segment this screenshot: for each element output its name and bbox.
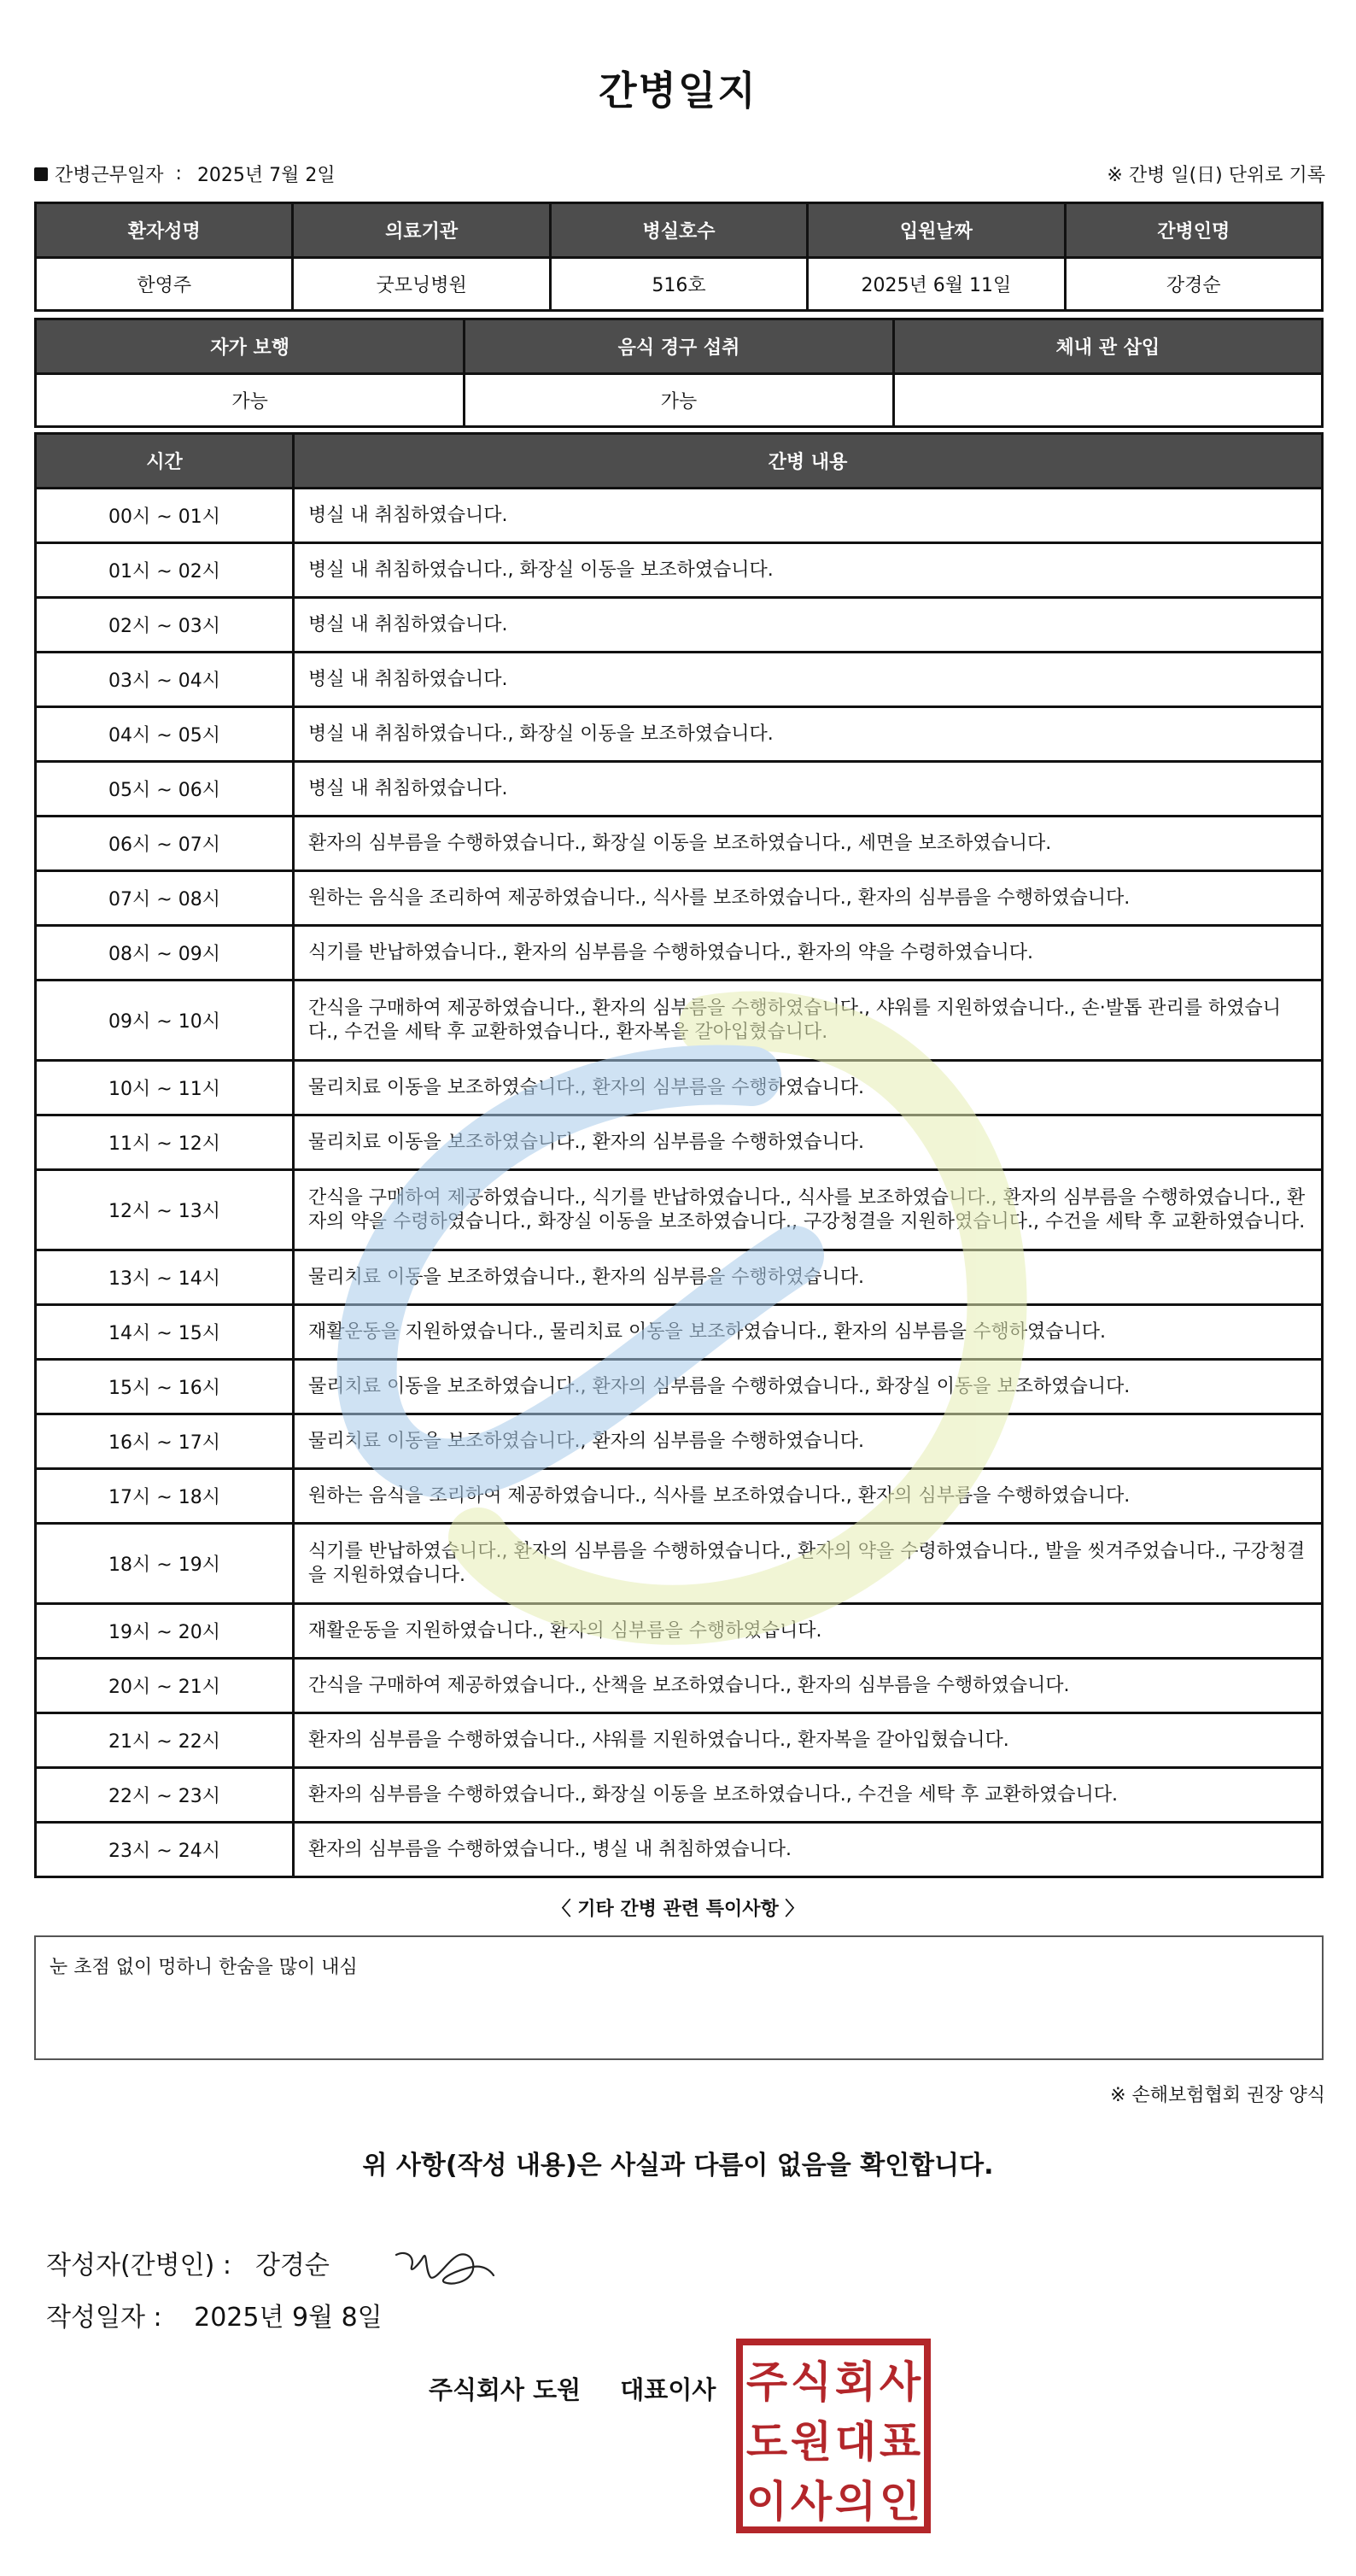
table-row — [36, 926, 1323, 981]
time-cell: 19시 ~ 20시 — [36, 1604, 294, 1659]
self-walking-value: 가능 — [36, 374, 465, 427]
tube-insertion-value — [893, 374, 1322, 427]
seal-char: 표 — [879, 2417, 921, 2467]
seal-char: 사 — [790, 2477, 833, 2526]
table-row — [36, 1713, 1323, 1768]
content-cell: 간식을 구매하여 제공하였습니다., 환자의 심부름을 수행하였습니다., 샤워를 지원하였습니다., 손·발톱 관리를 하였습니다., 수건을 세탁 후 교환하였습니다., 환자복을 갈아입혔습니다. — [294, 981, 1323, 1061]
written-date — [46, 2296, 383, 2333]
time-cell: 16시 ~ 17시 — [36, 1414, 294, 1469]
content-cell: 간식을 구매하여 제공하였습니다., 산책을 보조하였습니다., 환자의 심부름을 수행하였습니다. — [294, 1659, 1323, 1713]
table-row — [36, 1061, 1323, 1115]
patient-info-table — [34, 202, 1324, 312]
writer — [46, 2233, 500, 2292]
written-date-label: 작성일자 : — [46, 2303, 162, 2333]
table-row — [36, 1115, 1323, 1170]
signature-icon — [389, 2233, 500, 2292]
table-row — [36, 1469, 1323, 1524]
header-time: 시간 — [36, 434, 294, 489]
time-cell: 14시 ~ 15시 — [36, 1305, 294, 1360]
content-cell: 환자의 심부름을 수행하였습니다., 샤워를 지원하였습니다., 환자복을 갈아입혔습니다. — [294, 1713, 1323, 1768]
time-cell: 17시 ~ 18시 — [36, 1469, 294, 1524]
content-cell: 병실 내 취침하였습니다. — [294, 653, 1323, 707]
header-caregiver: 간병인명 — [1065, 203, 1322, 258]
content-cell: 물리치료 이동을 보조하였습니다., 환자의 심부름을 수행하였습니다. — [294, 1414, 1323, 1469]
time-cell: 05시 ~ 06시 — [36, 762, 294, 817]
content-cell: 환자의 심부름을 수행하였습니다., 병실 내 취침하였습니다. — [294, 1823, 1323, 1877]
time-cell: 08시 ~ 09시 — [36, 926, 294, 981]
company-seal-icon — [736, 2339, 931, 2533]
content-cell: 물리치료 이동을 보조하였습니다., 환자의 심부름을 수행하였습니다., 화장실 이동을 보조하였습니다. — [294, 1360, 1323, 1414]
seal-char: 대 — [834, 2417, 877, 2467]
table-row — [36, 1524, 1323, 1604]
table-row — [36, 1659, 1323, 1713]
work-date-value: 2025년 7월 2일 — [196, 165, 336, 186]
table-row — [36, 707, 1323, 762]
writer-label: 작성자(간병인) : — [46, 2251, 231, 2280]
work-date — [34, 161, 336, 187]
table-row — [36, 817, 1323, 871]
seal-char: 의 — [834, 2477, 877, 2526]
header-admission-date: 입원날짜 — [808, 203, 1065, 258]
remarks-box: 눈 초점 없이 멍하니 한숨을 많이 내심 — [34, 1935, 1324, 2060]
content-cell: 병실 내 취침하였습니다. — [294, 598, 1323, 653]
work-date-separator: : — [175, 163, 182, 184]
table-row — [36, 489, 1323, 543]
seal-char: 주 — [745, 2357, 788, 2407]
recommend-note: ※ 손해보험협회 권장 양식 — [1110, 2085, 1325, 2106]
table-row — [36, 598, 1323, 653]
header-self-walking: 자가 보행 — [36, 319, 465, 374]
time-cell: 04시 ~ 05시 — [36, 707, 294, 762]
table-row — [36, 1414, 1323, 1469]
time-cell: 18시 ~ 19시 — [36, 1524, 294, 1604]
content-cell: 간식을 구매하여 제공하였습니다., 식기를 반납하였습니다., 식사를 보조하였습니다., 환자의 심부름을 수행하였습니다., 환자의 약을 수령하였습니다., 화장실 이동을 보조하였습니다., 구강청결을 지원하였습니다., 수건을 세탁 후 교환하였습니다. — [294, 1170, 1323, 1250]
table-row — [36, 543, 1323, 598]
time-cell: 20시 ~ 21시 — [36, 1659, 294, 1713]
page-title: 간병일지 — [599, 67, 757, 114]
header-oral-intake: 음식 경구 섭취 — [465, 319, 893, 374]
content-cell: 병실 내 취침하였습니다., 화장실 이동을 보조하였습니다. — [294, 707, 1323, 762]
time-cell: 13시 ~ 14시 — [36, 1250, 294, 1305]
content-cell: 원하는 음식을 조리하여 제공하였습니다., 식사를 보조하였습니다., 환자의 심부름을 수행하였습니다. — [294, 871, 1323, 926]
company-role: 대표이사 — [620, 2375, 716, 2404]
time-cell: 06시 ~ 07시 — [36, 817, 294, 871]
patient-name: 한영주 — [36, 258, 293, 311]
content-cell: 식기를 반납하였습니다., 환자의 심부름을 수행하였습니다., 환자의 약을 수령하였습니다., 발을 씻겨주었습니다., 구강청결을 지원하였습니다. — [294, 1524, 1323, 1604]
header-care-content: 간병 내용 — [294, 434, 1323, 489]
time-cell: 02시 ~ 03시 — [36, 598, 294, 653]
square-bullet-icon — [34, 167, 48, 181]
content-cell: 물리치료 이동을 보조하였습니다., 환자의 심부름을 수행하였습니다. — [294, 1061, 1323, 1115]
seal-char: 회 — [834, 2357, 877, 2407]
content-cell: 병실 내 취침하였습니다. — [294, 762, 1323, 817]
table-row — [36, 871, 1323, 926]
seal-char: 인 — [879, 2477, 921, 2526]
seal-char: 식 — [790, 2357, 833, 2407]
seal-char: 도 — [745, 2417, 788, 2467]
time-cell: 09시 ~ 10시 — [36, 981, 294, 1061]
table-row — [36, 1250, 1323, 1305]
writer-name: 강경순 — [254, 2251, 330, 2280]
time-cell: 15시 ~ 16시 — [36, 1360, 294, 1414]
seal-char: 원 — [790, 2417, 833, 2467]
remarks-title: 〈 기타 간병 관련 특이사항 〉 — [552, 1899, 804, 1920]
content-cell: 물리치료 이동을 보조하였습니다., 환자의 심부름을 수행하였습니다. — [294, 1250, 1323, 1305]
content-cell: 재활운동을 지원하였습니다., 환자의 심부름을 수행하였습니다. — [294, 1604, 1323, 1659]
content-cell: 물리치료 이동을 보조하였습니다., 환자의 심부름을 수행하였습니다. — [294, 1115, 1323, 1170]
table-row — [36, 653, 1323, 707]
content-cell: 환자의 심부름을 수행하였습니다., 화장실 이동을 보조하였습니다., 세면을 보조하였습니다. — [294, 817, 1323, 871]
header-patient-name: 환자성명 — [36, 203, 293, 258]
table-row — [36, 1170, 1323, 1250]
table-row — [36, 762, 1323, 817]
content-cell: 재활운동을 지원하였습니다., 물리치료 이동을 보조하였습니다., 환자의 심부름을 수행하였습니다. — [294, 1305, 1323, 1360]
header-room: 병실호수 — [550, 203, 807, 258]
time-cell: 11시 ~ 12시 — [36, 1115, 294, 1170]
hospital-name: 굿모닝병원 — [293, 258, 550, 311]
table-row — [36, 1768, 1323, 1823]
caregiver-name: 강경순 — [1065, 258, 1322, 311]
header-hospital: 의료기관 — [293, 203, 550, 258]
time-cell: 21시 ~ 22시 — [36, 1713, 294, 1768]
work-date-label: 간병근무일자 — [55, 165, 164, 186]
time-cell: 00시 ~ 01시 — [36, 489, 294, 543]
oral-intake-value: 가능 — [465, 374, 893, 427]
content-cell: 병실 내 취침하였습니다., 화장실 이동을 보조하였습니다. — [294, 543, 1323, 598]
time-cell: 01시 ~ 02시 — [36, 543, 294, 598]
time-cell: 12시 ~ 13시 — [36, 1170, 294, 1250]
table-row — [36, 1360, 1323, 1414]
care-log-table — [34, 432, 1324, 1878]
table-row — [36, 1604, 1323, 1659]
patient-status-table — [34, 318, 1324, 428]
content-cell: 환자의 심부름을 수행하였습니다., 화장실 이동을 보조하였습니다., 수건을 세탁 후 교환하였습니다. — [294, 1768, 1323, 1823]
time-cell: 23시 ~ 24시 — [36, 1823, 294, 1877]
content-cell: 식기를 반납하였습니다., 환자의 심부름을 수행하였습니다., 환자의 약을 수령하였습니다. — [294, 926, 1323, 981]
time-cell: 10시 ~ 11시 — [36, 1061, 294, 1115]
room-number: 516호 — [550, 258, 807, 311]
time-cell: 07시 ~ 08시 — [36, 871, 294, 926]
seal-char: 이 — [745, 2477, 788, 2526]
time-cell: 22시 ~ 23시 — [36, 1768, 294, 1823]
time-cell: 03시 ~ 04시 — [36, 653, 294, 707]
admission-date: 2025년 6월 11일 — [808, 258, 1065, 311]
company — [429, 2371, 716, 2406]
content-cell: 원하는 음식을 조리하여 제공하였습니다., 식사를 보조하였습니다., 환자의 심부름을 수행하였습니다. — [294, 1469, 1323, 1524]
confirm-statement: 위 사항(작성 내용)은 사실과 다름이 없음을 확인합니다. — [362, 2151, 994, 2181]
unit-note: ※ 간병 일(日) 단위로 기록 — [1107, 165, 1325, 186]
company-name: 주식회사 도원 — [429, 2375, 582, 2404]
table-row — [36, 1823, 1323, 1877]
table-row — [36, 1305, 1323, 1360]
table-row — [36, 981, 1323, 1061]
written-date-value: 2025년 9월 8일 — [194, 2303, 383, 2333]
header-tube-insertion: 체내 관 삽입 — [893, 319, 1322, 374]
seal-char: 사 — [879, 2357, 921, 2407]
content-cell: 병실 내 취침하였습니다. — [294, 489, 1323, 543]
